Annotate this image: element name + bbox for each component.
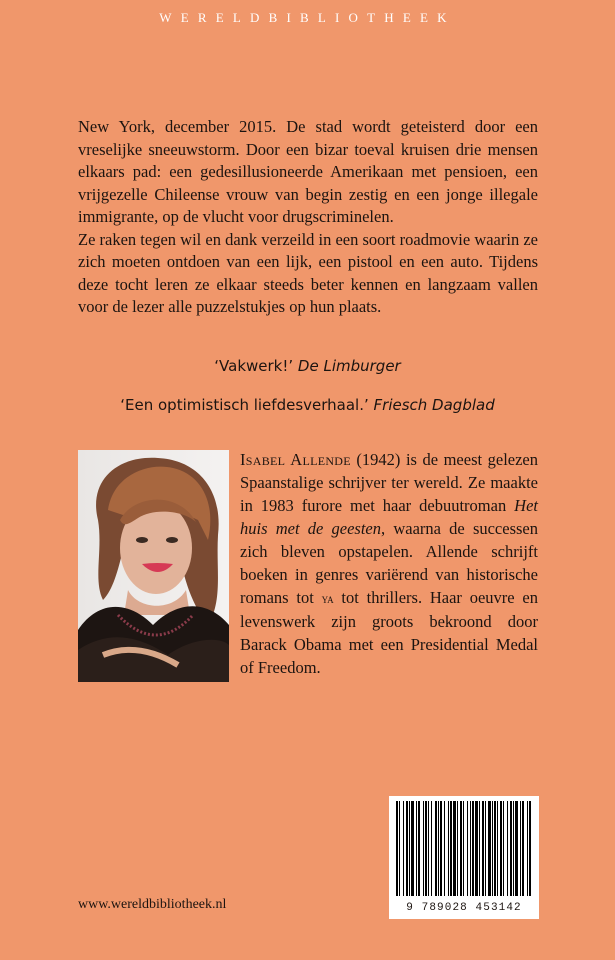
barcode-bar (396, 801, 398, 896)
blurb-paragraph-2: Ze raken tegen wil en dank verzeild in een soort roadmovie waarin ze zich moeten ontdoen van een lijk, een pistool en een auto. Tijdens deze tocht leren ze elkaar steeds beter kennen en langzaam vallen voor de lezer alle puzzelstukjes op hun plaats. (78, 229, 538, 316)
publisher-name: WERELDBIBLIOTHEEK (159, 10, 456, 25)
barcode-bar (425, 801, 427, 896)
barcode-bar (472, 801, 474, 896)
review-quote-1 (0, 357, 615, 375)
barcode-bar (497, 801, 498, 896)
barcode-bar (409, 801, 410, 896)
author-photo (78, 450, 229, 682)
barcode-bar (423, 801, 424, 896)
website-url: www.wereldbibliotheek.nl (78, 897, 227, 912)
bio-text-3: tot thrillers. Haar oeuvre en levenswerk zijn groots bekroond door Barack Obama met een Presidential Medal of Freedom. (240, 588, 538, 677)
ya-abbreviation: ya (321, 591, 334, 606)
quote-source: De Limburger (297, 357, 401, 375)
barcode-bar (507, 801, 508, 896)
quote-text: ‘Een optimistisch liefdesverhaal.’ (120, 396, 369, 414)
quote-source: Friesch Dagblad (373, 396, 495, 414)
barcode-bar (494, 801, 496, 896)
barcode-bar (411, 801, 414, 896)
barcode-bar (438, 801, 439, 896)
barcode-bar (510, 801, 512, 896)
blurb (78, 116, 538, 319)
barcode-bar (470, 801, 471, 896)
barcode-bar (450, 801, 452, 896)
barcode-bar (440, 801, 442, 896)
barcode-bar (457, 801, 458, 896)
bio-text-1: (1942) is de meest gelezen Spaanstalige schrijver ter wereld. Ze maakte in 1983 furore met haar debuutroman (240, 450, 538, 515)
blurb-paragraph-1: New York, december 2015. De stad wordt geteisterd door een vreselijke sneeuwstorm. Door een bizar toeval kruisen drie mensen elkaars pad: een gedesillusioneerde Amerikaan met pensioen, een vrijgezelle Chileense vrouw van begin zestig en een jonge illegale immigrante, op de vlucht voor drugscriminelen. (78, 117, 538, 226)
barcode-bar (515, 801, 518, 896)
barcode-bar (463, 801, 464, 896)
isbn-barcode (389, 796, 539, 919)
author-bio (240, 448, 538, 679)
barcode-bar (428, 801, 429, 896)
quote-text: ‘Vakwerk!’ (214, 357, 294, 375)
barcode-bar (460, 801, 462, 896)
barcode-bar (416, 801, 417, 896)
barcode-bar (431, 801, 432, 896)
barcode-bar (406, 801, 408, 896)
barcode-bar (492, 801, 493, 896)
barcode-bar (479, 801, 480, 896)
barcode-bar (448, 801, 449, 896)
barcode-bars (396, 801, 532, 896)
barcode-bar (444, 801, 445, 896)
barcode-bar (500, 801, 502, 896)
barcode-bar (475, 801, 478, 896)
barcode-bar (527, 801, 528, 896)
barcode-bar (485, 801, 486, 896)
barcode-bar (467, 801, 468, 896)
barcode-bar (482, 801, 484, 896)
barcode-bar (503, 801, 504, 896)
barcode-bar (529, 801, 531, 896)
barcode-bar (522, 801, 524, 896)
barcode-bar (453, 801, 456, 896)
book-title: Het huis met de geesten (240, 496, 538, 538)
barcode-bar (513, 801, 514, 896)
barcode-bar (435, 801, 437, 896)
barcode-bar (399, 801, 400, 896)
barcode-number: 9 789028 453142 (406, 902, 522, 914)
barcode-bar (488, 801, 491, 896)
review-quote-2 (0, 396, 615, 414)
bio-text-2: , waarna de successen zich bleven opstapelen. Allende schrijft boeken in genres variërend van historische romans tot (240, 519, 538, 607)
barcode-bar (403, 801, 404, 896)
barcode-bar (418, 801, 420, 896)
author-name: Isabel Allende (240, 450, 351, 469)
barcode-bar (520, 801, 521, 896)
